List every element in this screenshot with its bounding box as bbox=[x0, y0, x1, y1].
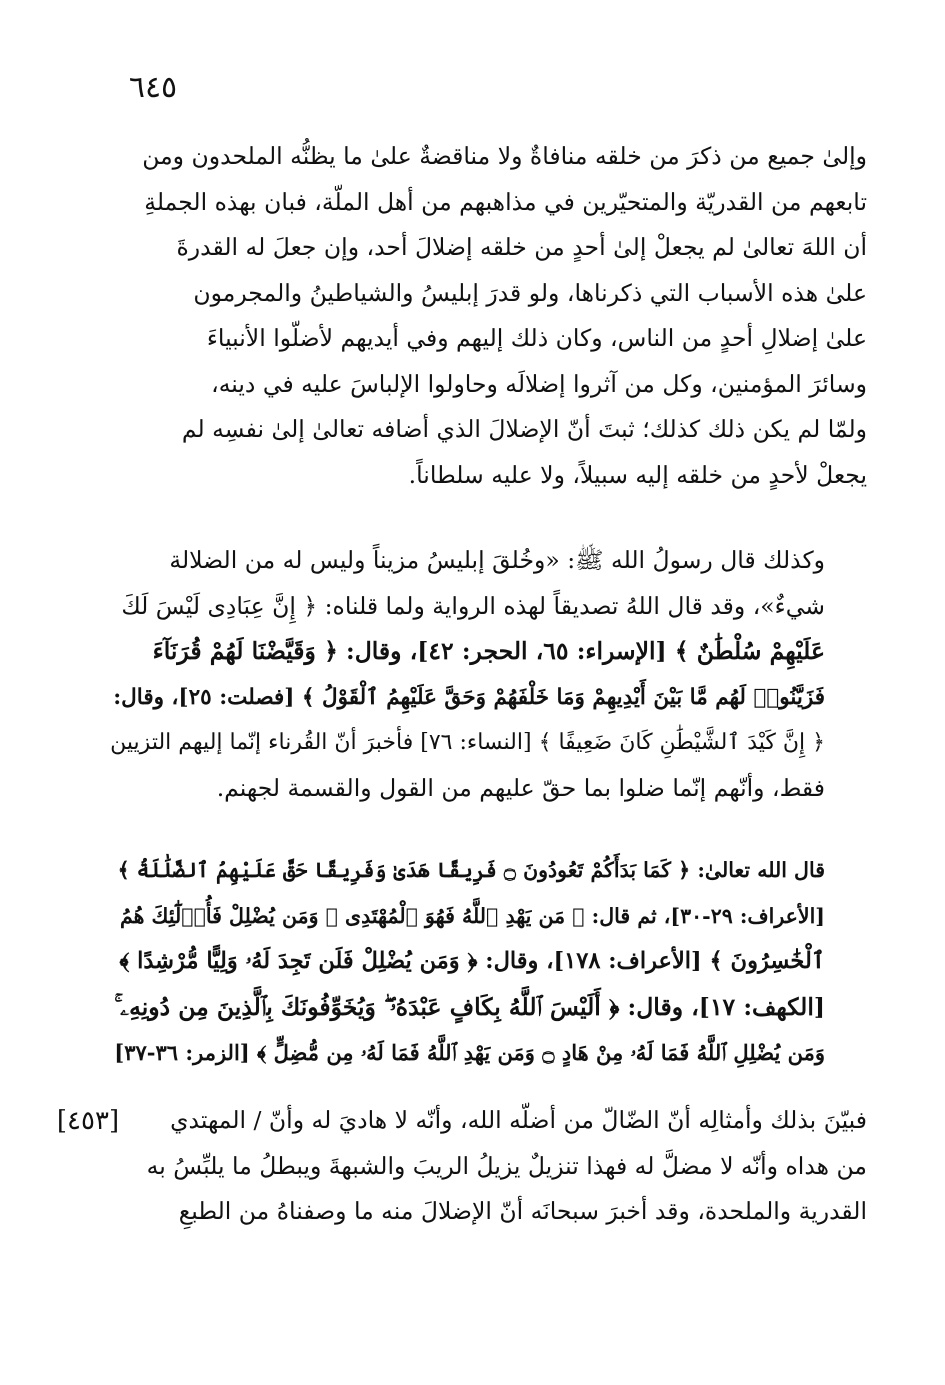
text-line: تابعهم من القدريّة والمتحيّرين في مذاهبهم من أهل الملّة، فبان بهذه الجملةِ bbox=[144, 187, 867, 216]
paragraph-2 bbox=[107, 538, 867, 811]
text-line: فبيّنَ بذلك وأمثالِه أنّ الضّالّ من أضلّه الله، وأنّه لا هاديَ له وأنّ / المهتدي bbox=[170, 1106, 867, 1134]
quran-verse-line: قال الله تعالىٰ: ﴿ كَمَا بَدَأَكُمْ تَعُودُونَ ۝ فَرِيقًا هَدَىٰ وَفَرِيقًا حَقَّ عَلَيْهِمُ ٱلضَّلَٰلَةُ ﴾ bbox=[117, 858, 825, 882]
paragraph-1 bbox=[107, 134, 867, 498]
text-line: ﴿ إِنَّ كَيْدَ ٱلشَّيْطَٰنِ كَانَ ضَعِيفًا ﴾ [النساء: ٧٦] فأخبرَ أنّ القُرناء إنّما إليهم التزيين bbox=[110, 730, 825, 755]
quran-verse-line: عَلَيْهِمْ سُلْطَٰنٌ ﴾ [الإسراء: ٦٥، الحجر: ٤٢]، وقال: ﴿ وَقَيَّضْنَا لَهُمْ قُرَنَآءَ bbox=[152, 637, 825, 665]
margin-page-reference: [٤٥٣] bbox=[56, 1106, 120, 1136]
quran-verse-line: فَزَيَّنُوا۟ لَهُم مَّا بَيْنَ أَيْدِيهِمْ وَمَا خَلْفَهُمْ وَحَقَّ عَلَيْهِمُ ٱلْقَوْلُ ﴾ [فصلت: ٢٥]، وقال: bbox=[113, 684, 825, 710]
text-line: القدرية والملحدة، وقد أخبرَ سبحانَه أنّ الإضلالَ منه ما وصفناهُ من الطبعِ bbox=[178, 1197, 867, 1225]
text-line: علىٰ هذه الأسباب التي ذكرناها، ولو قدرَ إبليسُ والشياطينُ والمجرمون bbox=[193, 278, 867, 307]
text-line: من هداه وأنّه لا مضلَّ له فهذا تنزيلٌ يزيلُ الريبَ والشبهةَ ويبطلُ ما يلبِّسُ به bbox=[146, 1151, 867, 1180]
text-line: ولمّا لم يكن ذلك كذلك؛ ثبتَ أنّ الإضلالَ الذي أضافه تعالىٰ إلىٰ نفسِه لم bbox=[181, 415, 867, 443]
quran-verse-line: [الأعراف: ٢٩-٣٠]، ثم قال: ﴿ مَن يَهْدِ ٱللَّهُ فَهُوَ ٱلْمُهْتَدِى ۖ وَمَن يُضْلِلْ فَأُو۟لَٰٓئِكَ هُمُ bbox=[119, 903, 825, 928]
quran-verse-line: [الكهف: ١٧]، وقال: ﴿ أَلَيْسَ ٱللَّهُ بِكَافٍ عَبْدَهُۥ ۖ وَيُخَوِّفُونَكَ بِٱلَّذِينَ مِن دُونِهِۦ ۚ bbox=[114, 992, 825, 1021]
text-line: شيءٌ»، وقد قال اللهُ تصديقاً لهذه الرواية ولما قلناه: ﴿ إِنَّ عِبَادِى لَيْسَ لَكَ bbox=[121, 591, 825, 620]
paragraph-3 bbox=[107, 848, 867, 1076]
paragraph-4 bbox=[107, 1098, 867, 1235]
text-line: فقط، وأنّهم إنّما ضلوا بما حقّ عليهم من القول والقسمة لجهنم. bbox=[216, 773, 825, 802]
text-line: يجعلْ لأحدٍ من خلقه إليه سبيلاً، ولا عليه سلطاناً. bbox=[408, 460, 867, 489]
text-line: وكذلك قال رسولُ الله ﷺ: «وخُلقَ إبليسُ مزيناً وليس له من الضلالة bbox=[169, 546, 825, 574]
text-line: أن اللهَ تعالىٰ لم يجعلْ إلىٰ أحدٍ من خلقه إضلالَ أحد، وإن جعلَ له القدرةَ bbox=[176, 233, 867, 261]
page-number: ٦٤٥ bbox=[128, 70, 178, 105]
text-line: علىٰ إضلالِ أحدٍ من الناس، وكان ذلك إليهم وفي أيديهم لأضلّوا الأنبياءَ bbox=[206, 324, 867, 352]
text-line: وإلىٰ جميع من ذكرَ من خلقه منافاةٌ ولا مناقضةٌ علىٰ ما يظنُّه الملحدون ومن bbox=[142, 142, 867, 170]
text-line: وسائرَ المؤمنين، وكل من آثروا إضلالَه وحاولوا الإلباسَ عليه في دينه، bbox=[211, 369, 867, 398]
quran-verse-line: ٱلْخَٰسِرُونَ ﴾ [الأعراف: ١٧٨]، وقال: ﴿ وَمَن يُضْلِلْ فَلَن تَجِدَ لَهُۥ وَلِيًّا مُّرْشِدًا ﴾ bbox=[119, 948, 825, 974]
quran-verse-line: وَمَن يُضْلِلِ ٱللَّهُ فَمَا لَهُۥ مِنْ هَادٍ ۝ وَمَن يَهْدِ ٱللَّهُ فَمَا لَهُۥ مِن مُّضِلٍّ ﴾ [الزمر: ٣٦-٣٧] bbox=[114, 1040, 825, 1065]
